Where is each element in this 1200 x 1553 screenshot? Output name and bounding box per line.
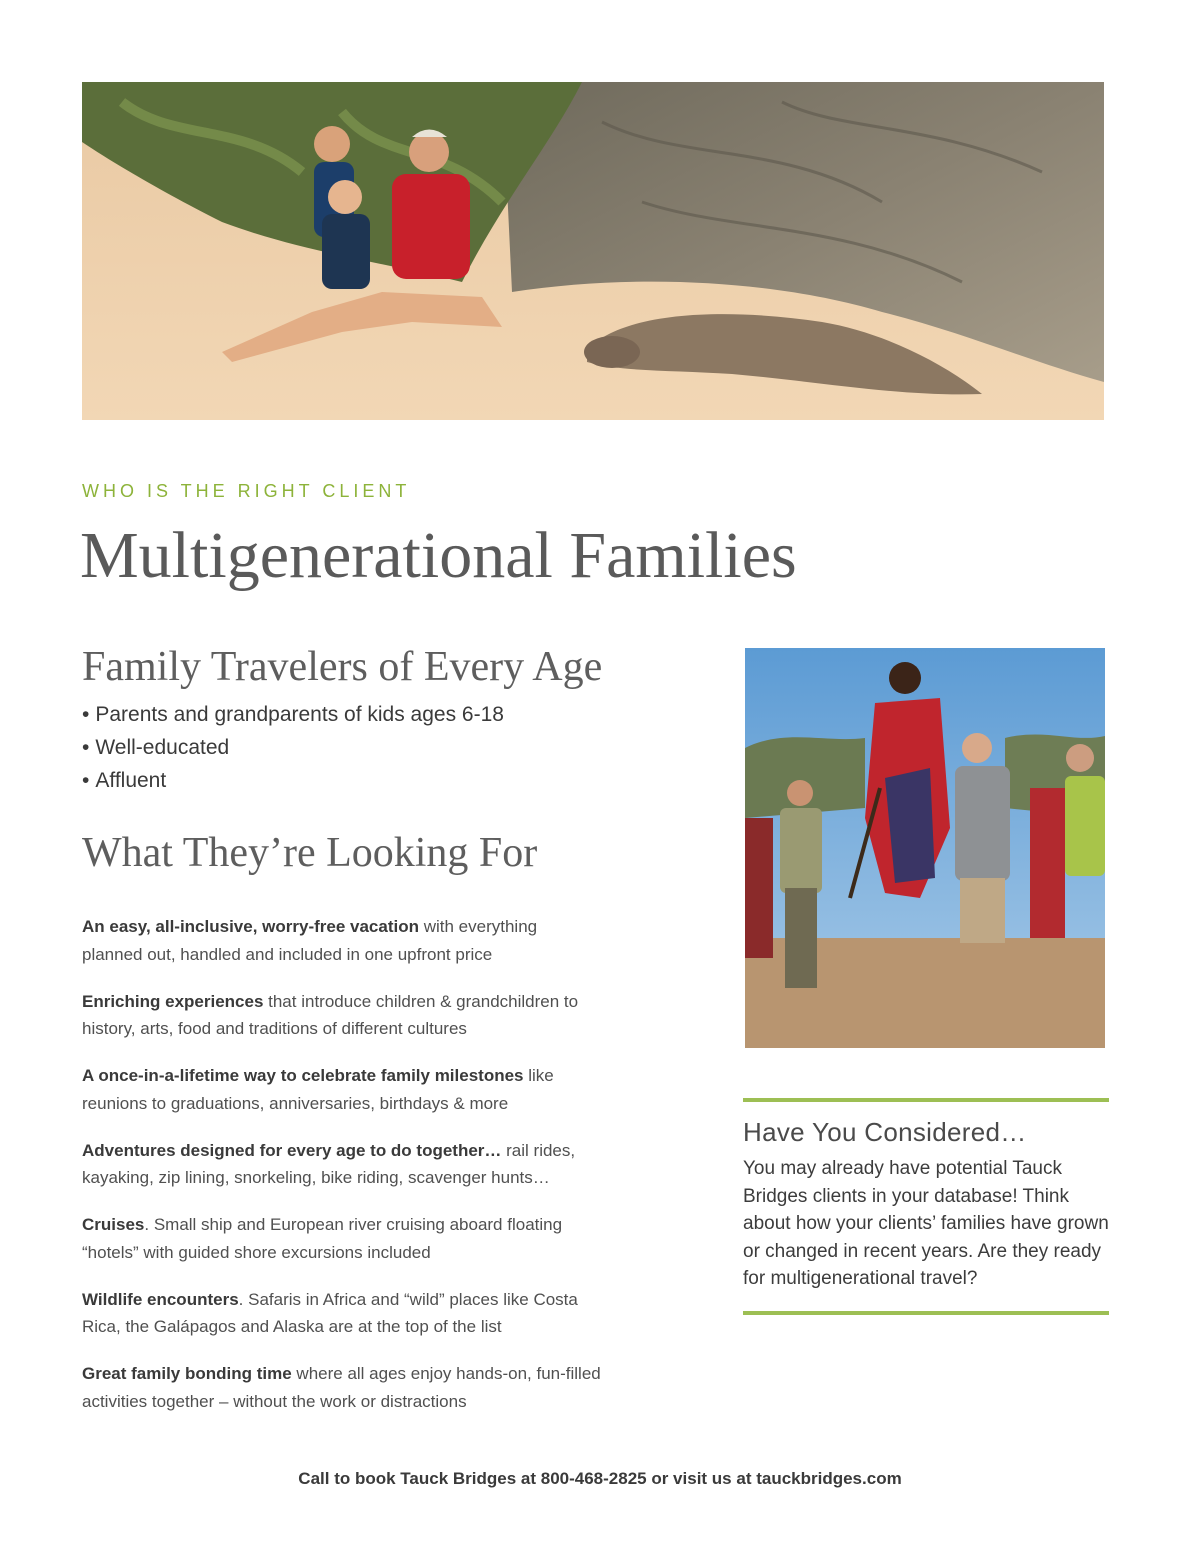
bullet-text: Well-educated [95,736,230,759]
safari-photo [745,648,1105,1048]
looking-for-item [82,988,602,1043]
item-lead: Wildlife encounters [82,1289,239,1309]
looking-for-item [82,1286,602,1341]
item-lead: Great family bonding time [82,1364,292,1383]
looking-for-item [82,1137,602,1192]
bullet-item [82,698,504,731]
sidebar-top-divider [743,1098,1109,1102]
traveler-bullet-list [82,698,504,797]
item-lead: Cruises [82,1215,145,1234]
bullet-text: Affluent [95,769,167,792]
item-lead: An easy, all-inclusive, worry-free vacation [82,917,419,936]
looking-for-item [82,1360,602,1415]
family-travelers-heading: Family Travelers of Every Age [82,644,603,690]
looking-for-item [82,1211,602,1266]
looking-for-list [82,896,602,1435]
item-text: rail rides, kayaking, zip lining, snorkeling, bike riding, scavenger hunts… [82,1140,576,1187]
item-text: that introduce children & grandchildren to history, arts, food and traditions of different cultures [82,991,579,1038]
bullet-item [82,764,504,797]
item-text: . Safaris in Africa and “wild” places like Costa Rica, the Galápagos and Alaska are at the top of the list [82,1289,578,1336]
bullet-dot-icon: • [82,769,90,792]
page-title: Multigenerational Families [80,519,797,592]
item-lead: Enriching experiences [82,991,264,1011]
looking-for-heading: What They’re Looking For [82,830,538,876]
bullet-dot-icon: • [82,703,90,726]
looking-for-item [82,913,602,968]
bullet-dot-icon: • [82,736,90,759]
bullet-text: Parents and grandparents of kids ages 6-18 [95,703,504,726]
bullet-item [82,731,504,764]
sidebar-bottom-divider [743,1311,1109,1315]
sidebar-body: You may already have potential Tauck Bridges clients in your database! Think about how your clients’ families have grown or changed in recent years. Are they ready for multigenerational travel? [743,1158,1109,1289]
item-text: . Small ship and European river cruising aboard floating “hotels” with guided shore excursions included [82,1215,563,1262]
item-text: where all ages enjoy hands-on, fun-filled activities together – without the work or distractions [82,1364,601,1411]
item-lead: Adventures designed for every age to do together… [82,1140,502,1160]
item-lead: A once-in-a-lifetime way to celebrate family milestones [82,1066,524,1085]
hero-photo [82,82,1104,420]
section-eyebrow: WHO IS THE RIGHT CLIENT [82,481,411,501]
looking-for-item [82,1062,602,1117]
footer-cta: Call to book Tauck Bridges at 800-468-2825 or visit us at tauckbridges.com [298,1469,902,1488]
item-text: like reunions to graduations, anniversaries, birthdays & more [82,1066,554,1113]
item-text: with everything planned out, handled and included in one upfront price [82,917,538,964]
sidebar-heading: Have You Considered… [743,1117,1027,1147]
